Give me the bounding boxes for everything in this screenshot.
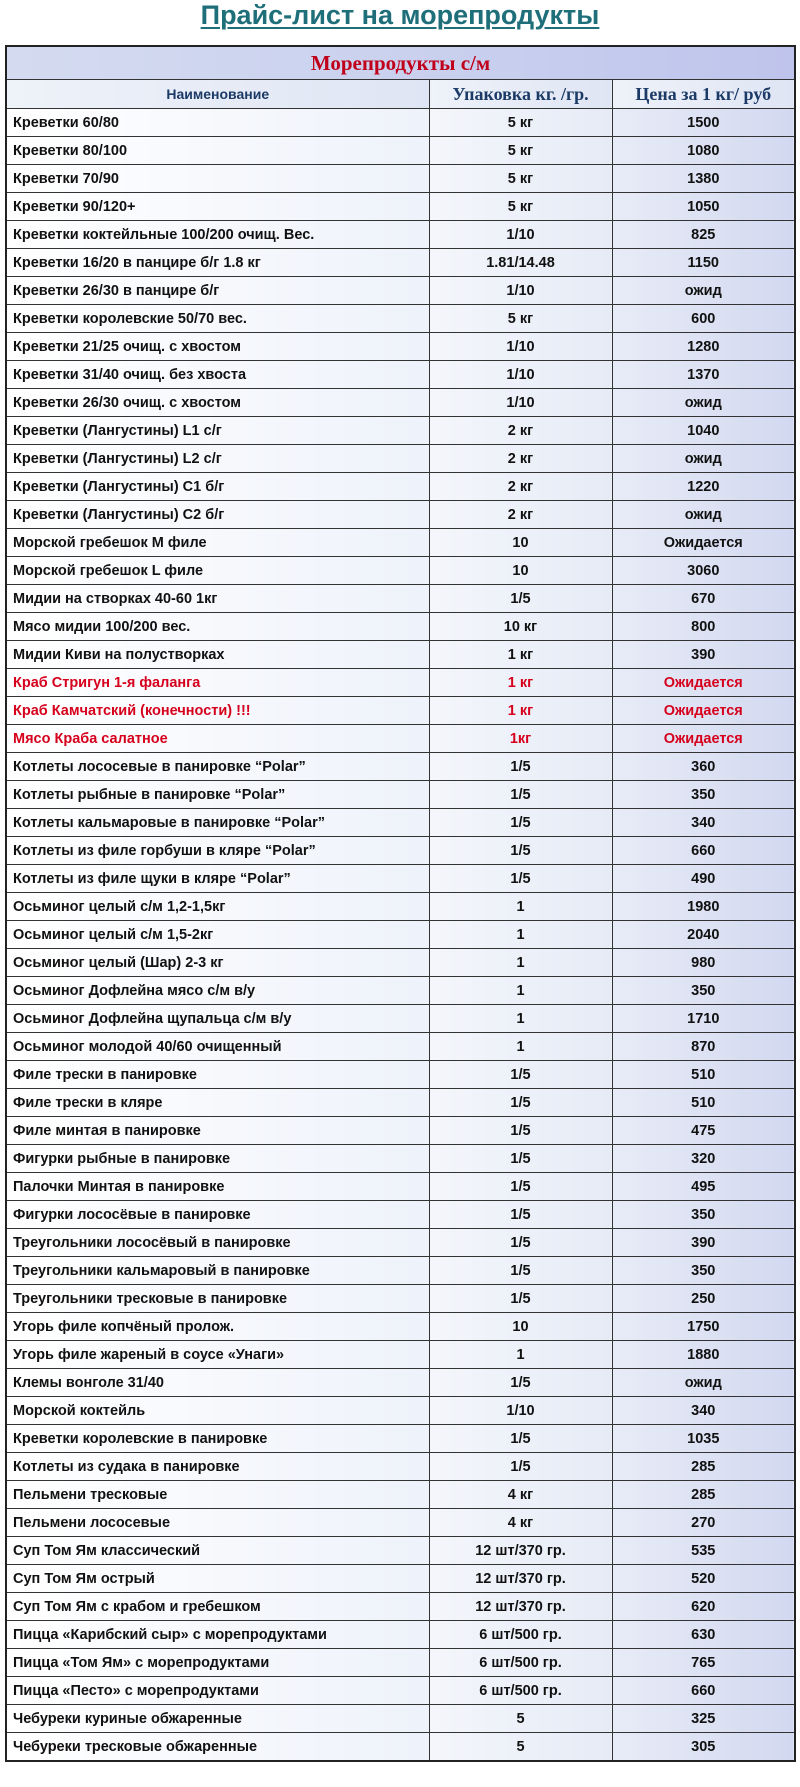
package-cell: 5 кг: [429, 305, 612, 333]
table-row: [6, 893, 795, 921]
package-cell: 1/10: [429, 221, 612, 249]
package-cell: 1/5: [429, 1257, 612, 1285]
price-cell: 1370: [612, 361, 795, 389]
package-cell: 6 шт/500 гр.: [429, 1621, 612, 1649]
product-name-cell: Осьминог Дофлейна щупальца с/м в/у: [6, 1005, 429, 1033]
product-name-cell: Угорь филе копчёный пролож.: [6, 1313, 429, 1341]
price-cell: 475: [612, 1117, 795, 1145]
package-cell: 1/5: [429, 753, 612, 781]
package-cell: 1/10: [429, 1397, 612, 1425]
package-cell: 1/5: [429, 1117, 612, 1145]
package-cell: 1 кг: [429, 697, 612, 725]
package-cell: 1/5: [429, 1089, 612, 1117]
product-name-cell: Мидии Киви на полустворках: [6, 641, 429, 669]
product-name-cell: Креветки (Лангустины) C2 б/г: [6, 501, 429, 529]
table-row: [6, 977, 795, 1005]
table-row: [6, 1341, 795, 1369]
product-name-cell: Креветки 26/30 в панцире б/г: [6, 277, 429, 305]
section-header-row: [6, 46, 795, 80]
price-cell: 350: [612, 1257, 795, 1285]
price-cell: 250: [612, 1285, 795, 1313]
table-row: [6, 1313, 795, 1341]
package-cell: 1/5: [429, 1425, 612, 1453]
product-name-cell: Суп Том Ям с крабом и гребешком: [6, 1593, 429, 1621]
price-cell: 510: [612, 1089, 795, 1117]
table-row: [6, 1257, 795, 1285]
product-name-cell: Филе трески в панировке: [6, 1061, 429, 1089]
package-cell: 1/5: [429, 1229, 612, 1257]
package-cell: 4 кг: [429, 1509, 612, 1537]
table-row: [6, 221, 795, 249]
price-cell: 360: [612, 753, 795, 781]
table-row: [6, 1621, 795, 1649]
price-cell: Ожидается: [612, 697, 795, 725]
table-row: [6, 1425, 795, 1453]
price-table: [5, 45, 796, 1762]
price-cell: 800: [612, 613, 795, 641]
product-name-cell: Осьминог целый с/м 1,5-2кг: [6, 921, 429, 949]
price-cell: ожид: [612, 277, 795, 305]
product-name-cell: Филе минтая в панировке: [6, 1117, 429, 1145]
product-name-cell: Пицца «Песто» с морепродуктами: [6, 1677, 429, 1705]
product-name-cell: Фигурки лососёвые в панировке: [6, 1201, 429, 1229]
price-cell: Ожидается: [612, 725, 795, 753]
product-name-cell: Мясо мидии 100/200 вес.: [6, 613, 429, 641]
product-name-cell: Креветки 16/20 в панцире б/г 1.8 кг: [6, 249, 429, 277]
price-cell: 600: [612, 305, 795, 333]
product-name-cell: Клемы вонголе 31/40: [6, 1369, 429, 1397]
package-cell: 1/5: [429, 1369, 612, 1397]
package-cell: 5: [429, 1733, 612, 1762]
package-cell: 1: [429, 949, 612, 977]
table-row: [6, 585, 795, 613]
product-name-cell: Креветки 90/120+: [6, 193, 429, 221]
package-cell: 1кг: [429, 725, 612, 753]
table-row: [6, 165, 795, 193]
package-cell: 10: [429, 1313, 612, 1341]
table-row: [6, 1061, 795, 1089]
package-cell: 1/5: [429, 1453, 612, 1481]
package-cell: 5 кг: [429, 165, 612, 193]
table-row: [6, 109, 795, 137]
product-name-cell: Треугольники кальмаровый в панировке: [6, 1257, 429, 1285]
package-cell: 6 шт/500 гр.: [429, 1649, 612, 1677]
table-row: [6, 1369, 795, 1397]
package-cell: 5: [429, 1705, 612, 1733]
package-cell: 5 кг: [429, 137, 612, 165]
product-name-cell: Краб Стригун 1-я фаланга: [6, 669, 429, 697]
package-cell: 1/5: [429, 781, 612, 809]
package-cell: 10: [429, 529, 612, 557]
table-row: [6, 1509, 795, 1537]
price-cell: 535: [612, 1537, 795, 1565]
package-cell: 2 кг: [429, 501, 612, 529]
product-name-cell: Креветки 80/100: [6, 137, 429, 165]
product-name-cell: Креветки 21/25 очищ. с хвостом: [6, 333, 429, 361]
product-name-cell: Фигурки рыбные в панировке: [6, 1145, 429, 1173]
price-cell: 285: [612, 1481, 795, 1509]
product-name-cell: Осьминог целый (Шар) 2-3 кг: [6, 949, 429, 977]
table-row: [6, 1117, 795, 1145]
table-row: [6, 1229, 795, 1257]
table-row: [6, 277, 795, 305]
product-name-cell: Осьминог целый с/м 1,2-1,5кг: [6, 893, 429, 921]
package-cell: 1/5: [429, 1201, 612, 1229]
package-cell: 1 кг: [429, 641, 612, 669]
product-name-cell: Креветки коктейльные 100/200 очищ. Вес.: [6, 221, 429, 249]
table-row: [6, 1537, 795, 1565]
price-cell: 340: [612, 1397, 795, 1425]
package-cell: 5 кг: [429, 193, 612, 221]
price-cell: 325: [612, 1705, 795, 1733]
product-name-cell: Котлеты лососевые в панировке “Polar”: [6, 753, 429, 781]
table-row: [6, 753, 795, 781]
product-name-cell: Котлеты кальмаровые в панировке “Polar”: [6, 809, 429, 837]
table-row: [6, 193, 795, 221]
product-name-cell: Котлеты из судака в панировке: [6, 1453, 429, 1481]
package-cell: 1.81/14.48: [429, 249, 612, 277]
column-header-row: [6, 80, 795, 109]
table-row: [6, 1285, 795, 1313]
table-row: [6, 641, 795, 669]
price-cell: 390: [612, 641, 795, 669]
product-name-cell: Креветки 70/90: [6, 165, 429, 193]
price-cell: 1080: [612, 137, 795, 165]
price-cell: 1040: [612, 417, 795, 445]
package-cell: 1/5: [429, 809, 612, 837]
column-header-price: Цена за 1 кг/ руб: [612, 80, 795, 109]
price-cell: 825: [612, 221, 795, 249]
price-cell: 660: [612, 1677, 795, 1705]
table-row: [6, 1173, 795, 1201]
price-cell: 270: [612, 1509, 795, 1537]
price-cell: Ожидается: [612, 529, 795, 557]
column-header-name: Наименование: [6, 80, 429, 109]
table-row: [6, 557, 795, 585]
package-cell: 1/5: [429, 1061, 612, 1089]
price-cell: 870: [612, 1033, 795, 1061]
price-cell: 620: [612, 1593, 795, 1621]
package-cell: 1/10: [429, 277, 612, 305]
price-cell: 630: [612, 1621, 795, 1649]
package-cell: 12 шт/370 гр.: [429, 1593, 612, 1621]
package-cell: 1: [429, 977, 612, 1005]
product-name-cell: Креветки (Лангустины) L2 с/г: [6, 445, 429, 473]
table-row: [6, 1649, 795, 1677]
column-header-pack: Упаковка кг. /гр.: [429, 80, 612, 109]
table-row: [6, 305, 795, 333]
price-cell: 1750: [612, 1313, 795, 1341]
price-cell: ожид: [612, 389, 795, 417]
price-cell: 490: [612, 865, 795, 893]
table-body: [6, 109, 795, 1762]
page-title: Прайс-лист на морепродукты: [200, 0, 600, 30]
table-row: [6, 1733, 795, 1762]
product-name-cell: Треугольники тресковые в панировке: [6, 1285, 429, 1313]
table-row: [6, 1089, 795, 1117]
price-cell: 320: [612, 1145, 795, 1173]
price-cell: 1500: [612, 109, 795, 137]
price-cell: 1035: [612, 1425, 795, 1453]
table-row: [6, 697, 795, 725]
package-cell: 6 шт/500 гр.: [429, 1677, 612, 1705]
product-name-cell: Пельмени лососевые: [6, 1509, 429, 1537]
product-name-cell: Треугольники лососёвый в панировке: [6, 1229, 429, 1257]
table-row: [6, 1033, 795, 1061]
product-name-cell: Чебуреки тресковые обжаренные: [6, 1733, 429, 1762]
table-row: [6, 1201, 795, 1229]
table-row: [6, 137, 795, 165]
package-cell: 2 кг: [429, 417, 612, 445]
table-row: [6, 1481, 795, 1509]
product-name-cell: Котлеты рыбные в панировке “Polar”: [6, 781, 429, 809]
price-cell: 495: [612, 1173, 795, 1201]
package-cell: 1/5: [429, 585, 612, 613]
product-name-cell: Креветки (Лангустины) C1 б/г: [6, 473, 429, 501]
table-row: [6, 837, 795, 865]
table-row: [6, 1145, 795, 1173]
price-cell: 1280: [612, 333, 795, 361]
table-row: [6, 1005, 795, 1033]
product-name-cell: Пицца «Карибский сыр» с морепродуктами: [6, 1621, 429, 1649]
product-name-cell: Мидии на створках 40-60 1кг: [6, 585, 429, 613]
product-name-cell: Креветки королевские 50/70 вес.: [6, 305, 429, 333]
package-cell: 10 кг: [429, 613, 612, 641]
table-row: [6, 949, 795, 977]
product-name-cell: Суп Том Ям классический: [6, 1537, 429, 1565]
package-cell: 1: [429, 893, 612, 921]
table-row: [6, 473, 795, 501]
price-cell: 765: [612, 1649, 795, 1677]
price-cell: 305: [612, 1733, 795, 1762]
product-name-cell: Палочки Минтая в панировке: [6, 1173, 429, 1201]
price-cell: 350: [612, 1201, 795, 1229]
package-cell: 1/5: [429, 1285, 612, 1313]
package-cell: 12 шт/370 гр.: [429, 1537, 612, 1565]
price-cell: 1980: [612, 893, 795, 921]
table-row: [6, 501, 795, 529]
product-name-cell: Креветки 60/80: [6, 109, 429, 137]
product-name-cell: Котлеты из филе горбуши в кляре “Polar”: [6, 837, 429, 865]
table-row: [6, 725, 795, 753]
product-name-cell: Пельмени тресковые: [6, 1481, 429, 1509]
package-cell: 2 кг: [429, 445, 612, 473]
price-cell: 2040: [612, 921, 795, 949]
table-row: [6, 1565, 795, 1593]
price-cell: 670: [612, 585, 795, 613]
price-cell: 340: [612, 809, 795, 837]
table-row: [6, 921, 795, 949]
product-name-cell: Краб Камчатский (конечности) !!!: [6, 697, 429, 725]
product-name-cell: Филе трески в кляре: [6, 1089, 429, 1117]
price-cell: 980: [612, 949, 795, 977]
package-cell: 2 кг: [429, 473, 612, 501]
price-cell: 1220: [612, 473, 795, 501]
table-row: [6, 417, 795, 445]
product-name-cell: Креветки 26/30 очищ. с хвостом: [6, 389, 429, 417]
package-cell: 1: [429, 921, 612, 949]
price-cell: 1150: [612, 249, 795, 277]
price-cell: 350: [612, 977, 795, 1005]
product-name-cell: Угорь филе жареный в соусе «Унаги»: [6, 1341, 429, 1369]
price-cell: 390: [612, 1229, 795, 1257]
price-cell: 350: [612, 781, 795, 809]
price-cell: 1050: [612, 193, 795, 221]
package-cell: 1: [429, 1341, 612, 1369]
price-cell: ожид: [612, 1369, 795, 1397]
product-name-cell: Осьминог Дофлейна мясо с/м в/у: [6, 977, 429, 1005]
package-cell: 1 кг: [429, 669, 612, 697]
product-name-cell: Пицца «Том Ям» с морепродуктами: [6, 1649, 429, 1677]
table-row: [6, 529, 795, 557]
section-title: Морепродукты с/м: [6, 46, 795, 80]
product-name-cell: Мясо Краба салатное: [6, 725, 429, 753]
price-cell: 510: [612, 1061, 795, 1089]
product-name-cell: Креветки королевские в панировке: [6, 1425, 429, 1453]
package-cell: 1/5: [429, 1145, 612, 1173]
product-name-cell: Морской гребешок M филе: [6, 529, 429, 557]
package-cell: 1/10: [429, 333, 612, 361]
price-cell: 1380: [612, 165, 795, 193]
price-cell: 285: [612, 1453, 795, 1481]
table-row: [6, 865, 795, 893]
package-cell: 1/10: [429, 389, 612, 417]
product-name-cell: Котлеты из филе щуки в кляре “Polar”: [6, 865, 429, 893]
price-cell: 3060: [612, 557, 795, 585]
price-cell: 1880: [612, 1341, 795, 1369]
package-cell: 1: [429, 1005, 612, 1033]
product-name-cell: Чебуреки куриные обжаренные: [6, 1705, 429, 1733]
package-cell: 4 кг: [429, 1481, 612, 1509]
table-row: [6, 1677, 795, 1705]
table-row: [6, 333, 795, 361]
table-row: [6, 389, 795, 417]
product-name-cell: Суп Том Ям острый: [6, 1565, 429, 1593]
package-cell: 1/10: [429, 361, 612, 389]
table-row: [6, 781, 795, 809]
table-row: [6, 809, 795, 837]
product-name-cell: Морской коктейль: [6, 1397, 429, 1425]
package-cell: 5 кг: [429, 109, 612, 137]
price-cell: 660: [612, 837, 795, 865]
table-row: [6, 249, 795, 277]
package-cell: 12 шт/370 гр.: [429, 1565, 612, 1593]
package-cell: 1/5: [429, 865, 612, 893]
product-name-cell: Креветки (Лангустины) L1 с/г: [6, 417, 429, 445]
table-row: [6, 1397, 795, 1425]
price-cell: Ожидается: [612, 669, 795, 697]
package-cell: 1: [429, 1033, 612, 1061]
price-cell: 520: [612, 1565, 795, 1593]
table-row: [6, 361, 795, 389]
package-cell: 1/5: [429, 837, 612, 865]
table-row: [6, 1593, 795, 1621]
table-row: [6, 1705, 795, 1733]
product-name-cell: Креветки 31/40 очищ. без хвоста: [6, 361, 429, 389]
table-row: [6, 445, 795, 473]
product-name-cell: Морской гребешок L филе: [6, 557, 429, 585]
price-cell: ожид: [612, 501, 795, 529]
table-row: [6, 1453, 795, 1481]
package-cell: 1/5: [429, 1173, 612, 1201]
price-cell: 1710: [612, 1005, 795, 1033]
table-row: [6, 669, 795, 697]
product-name-cell: Осьминог молодой 40/60 очищенный: [6, 1033, 429, 1061]
table-row: [6, 613, 795, 641]
package-cell: 10: [429, 557, 612, 585]
price-cell: ожид: [612, 445, 795, 473]
